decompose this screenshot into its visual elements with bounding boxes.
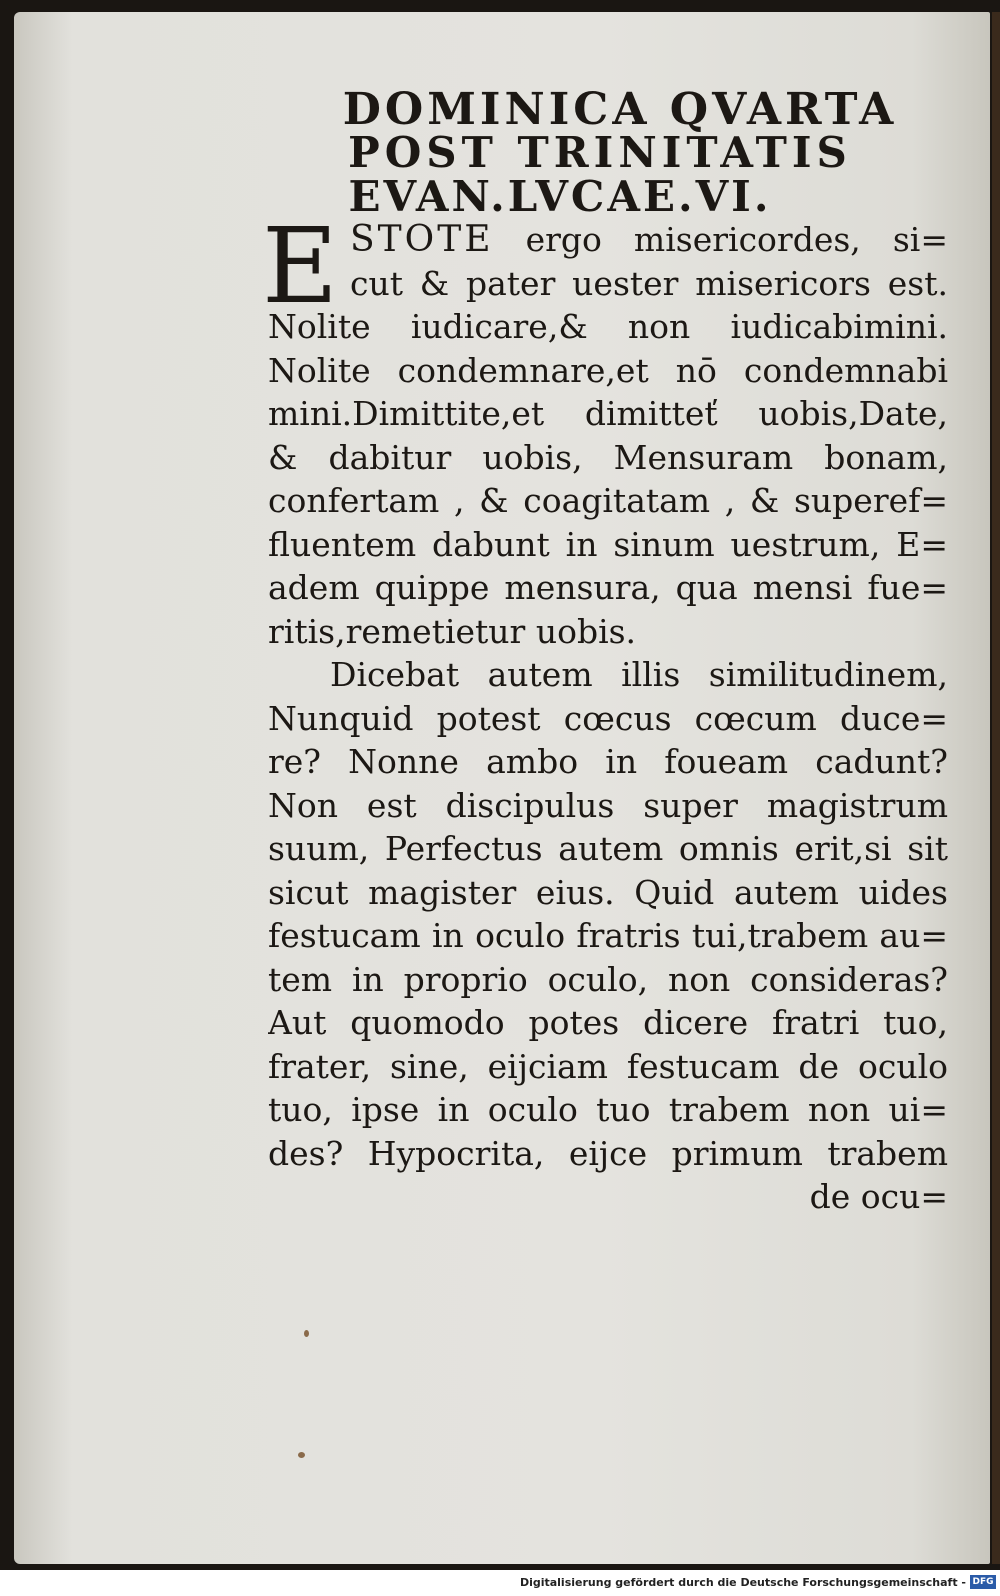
heading-line-1: DOMINICA QVARTA xyxy=(342,84,898,135)
text-line: adem quippe mensura, qua mensi fue= xyxy=(268,568,948,607)
text-line: Non est discipulus super magistrum xyxy=(268,785,948,825)
text-line: Nolite iudicare,& non iudicabimini. xyxy=(268,307,948,346)
text-line: frater, sine, eijciam festucam de oculo xyxy=(268,1046,948,1086)
text-line: fluentem dabunt in sinum uestrum, E= xyxy=(268,524,948,564)
text-line: tem in proprio oculo, non consideras? xyxy=(268,959,948,999)
catchword: de ocu= xyxy=(809,1177,948,1216)
first-word: STOTE xyxy=(350,219,494,260)
text-line: suum, Perfectus autem omnis erit,si sit xyxy=(268,829,948,868)
funding-credit: Digitalisierung gefördert durch die Deutsche Forschungsgemeinschaft - xyxy=(519,1576,966,1589)
heading-line-3: EVAN.LVCAE.VI. xyxy=(348,172,772,221)
paper-speck xyxy=(304,1330,309,1337)
text-line: ritis,remetietur uobis. xyxy=(268,611,637,651)
paper-speck xyxy=(298,1452,305,1458)
gospel-text xyxy=(268,218,948,1219)
heading-line-2: POST TRINITATIS xyxy=(348,128,852,177)
text-line: Dicebat autem illis similitudinem, xyxy=(330,655,948,694)
text-line: & dabitur uobis, Mensuram bonam, xyxy=(268,437,948,477)
dfg-logo-icon: DFG xyxy=(970,1575,996,1589)
drop-cap: E xyxy=(262,205,338,327)
text-line: des? Hypocrita, eijce primum trabem xyxy=(268,1133,948,1173)
text-line: sicut magister eius. Quid autem uides xyxy=(268,872,948,912)
text-line: Nunquid potest cœcus cœcum duce= xyxy=(268,698,948,738)
text-line: festucam in oculo fratris tui,trabem au= xyxy=(268,916,948,955)
text-line: Aut quomodo potes dicere fratri tuo, xyxy=(268,1003,948,1042)
text-line: STOTE ergo misericordes, si= xyxy=(350,219,948,260)
text-line: Nolite condemnare,et nō condemnabi xyxy=(268,350,948,390)
text-line: confertam , & coagitatam , & superef= xyxy=(268,481,948,520)
text-line: re? Nonne ambo in foueam cadunt? xyxy=(268,742,948,781)
text-line: tuo, ipse in oculo tuo trabem non ui= xyxy=(268,1090,948,1129)
page-edge xyxy=(992,12,1000,1564)
footer-bar xyxy=(0,1570,1000,1596)
text-line: cut & pater uester misericors est. xyxy=(350,263,948,303)
text-line: mini.Dimittite,et dimitteť uobis,Date, xyxy=(268,394,948,433)
